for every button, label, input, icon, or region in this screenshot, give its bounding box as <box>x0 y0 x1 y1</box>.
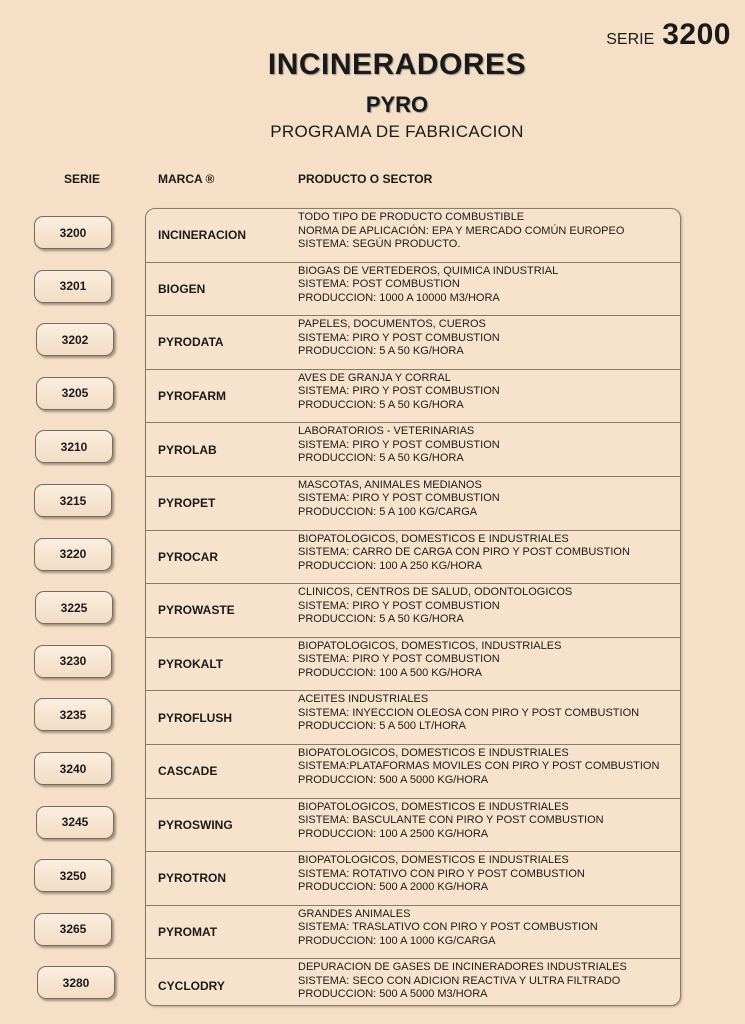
table-row <box>146 263 680 317</box>
table-row <box>146 799 680 853</box>
brand-name: PYROTRON <box>158 871 227 886</box>
description-line: MASCOTAS, ANIMALES MEDIANOS <box>298 478 482 491</box>
brand-name: PYROFLUSH <box>158 710 233 725</box>
description-line: BIOPATOLOGICOS, DOMESTICOS E INDUSTRIALES <box>298 800 569 813</box>
product-description <box>298 372 500 413</box>
description-line: SISTEMA: ROTATIVO CON PIRO Y POST COMBUSTION <box>298 867 585 880</box>
page-subtitle: PYRO <box>365 92 429 117</box>
description-line: SISTEMA: SEGÚN PRODUCTO. <box>298 238 461 250</box>
serie-number: 3200 <box>662 18 731 51</box>
description-line: PRODUCCION: 5 A 50 KG/HORA <box>298 613 464 626</box>
description-line: NORMA DE APLICACIÓN: EPA Y MERCADO COMÚN EUROPEO <box>298 224 625 237</box>
description-line: PRODUCCION: 1000 A 10000 M3/HORA <box>298 291 500 304</box>
description-line: DEPURACION DE GASES DE INCINERADORES INDUSTRIALES <box>298 961 627 974</box>
table-row <box>146 477 680 531</box>
serie-button-3202[interactable]: 3202 <box>36 323 114 356</box>
description-line: CLINICOS, CENTROS DE SALUD, ODONTOLOGICOS <box>298 586 573 599</box>
description-line: PRODUCCION: 5 A 50 KG/HORA <box>298 345 464 358</box>
description-line: PRODUCCION: 100 A 250 KG/HORA <box>298 559 483 572</box>
brand-name: PYRODATA <box>158 335 224 350</box>
serie-button-3280[interactable]: 3280 <box>37 966 115 999</box>
description-line: SISTEMA: SECO CON ADICION REACTIVA Y ULTRA FILTRADO <box>298 974 621 987</box>
description-line: SISTEMA:PLATAFORMAS MOVILES CON PIRO Y POST COMBUSTION <box>298 760 660 773</box>
serie-button-3250[interactable]: 3250 <box>34 859 112 892</box>
serie-button-3200[interactable]: 3200 <box>34 216 112 249</box>
column-header-producto: PRODUCTO O SECTOR <box>298 172 433 186</box>
column-header-marca: MARCA ® <box>158 172 215 186</box>
serie-button-3240[interactable]: 3240 <box>34 752 112 785</box>
program-heading: PROGRAMA DE FABRICACION <box>270 122 524 141</box>
brand-name: BIOGEN <box>158 281 206 296</box>
description-line: PRODUCCION: 100 A 2500 KG/HORA <box>298 827 489 840</box>
serie-button-3201[interactable]: 3201 <box>34 270 112 303</box>
product-description <box>298 479 500 520</box>
product-description <box>298 586 572 627</box>
description-line: ACEITES INDUSTRIALES <box>298 693 429 706</box>
serie-button-3205[interactable]: 3205 <box>36 377 114 410</box>
description-line: BIOPATOLOGICOS, DOMESTICOS E INDUSTRIALES <box>298 854 569 867</box>
brand-name: PYROMAT <box>158 925 218 940</box>
description-line: SISTEMA: INYECCION OLEOSA CON PIRO Y POST COMBUSTION <box>298 706 640 719</box>
brand-name: PYROKALT <box>158 657 224 672</box>
brand-name: PYROSWING <box>158 817 233 832</box>
description-line: BIOGAS DE VERTEDEROS, QUIMICA INDUSTRIAL <box>298 264 559 277</box>
serie-label: SERIE <box>606 31 655 48</box>
table-row <box>146 745 680 799</box>
product-table <box>145 208 681 1006</box>
table-row <box>146 691 680 745</box>
table-row <box>146 423 680 477</box>
description-line: PRODUCCION: 5 A 100 KG/CARGA <box>298 505 478 518</box>
table-row <box>146 370 680 424</box>
description-line: BIOPATOLOGICOS, DOMESTICOS, INDUSTRIALES <box>298 639 562 652</box>
description-line: SISTEMA: PIRO Y POST COMBUSTION <box>298 492 500 505</box>
table-row <box>146 209 680 263</box>
description-line: BIOPATOLOGICOS, DOMESTICOS E INDUSTRIALES <box>298 532 569 545</box>
brand-name: PYROFARM <box>158 389 227 404</box>
table-row <box>146 531 680 585</box>
description-line: SISTEMA: PIRO Y POST COMBUSTION <box>298 653 500 666</box>
product-description <box>298 425 500 466</box>
brand-name: PYROCAR <box>158 549 219 564</box>
brand-name: INCINERACION <box>158 228 247 243</box>
product-description <box>298 211 624 252</box>
brand-name: CASCADE <box>158 764 218 779</box>
description-line: SISTEMA: PIRO Y POST COMBUSTION <box>298 438 500 451</box>
description-line: PRODUCCION: 5 A 50 KG/HORA <box>298 452 464 465</box>
product-description <box>298 747 659 788</box>
description-line: SISTEMA: BASCULANTE CON PIRO Y POST COMBUSTION <box>298 814 604 827</box>
description-line: TODO TIPO DE PRODUCTO COMBUSTIBLE <box>298 211 525 223</box>
description-line: BIOPATOLOGICOS, DOMESTICOS E INDUSTRIALES <box>298 746 569 759</box>
table-row <box>146 638 680 692</box>
product-description <box>298 318 500 359</box>
description-line: PRODUCCION: 500 A 5000 M3/HORA <box>298 988 488 1001</box>
description-line: GRANDES ANIMALES <box>298 907 411 920</box>
product-description <box>298 693 639 734</box>
description-line: AVES DE GRANJA Y CORRAL <box>298 371 451 384</box>
serie-button-3225[interactable]: 3225 <box>35 591 113 624</box>
description-line: PRODUCCION: 500 A 5000 KG/HORA <box>298 773 489 786</box>
table-row <box>146 959 680 1006</box>
product-description <box>298 801 604 842</box>
description-line: SISTEMA: POST COMBUSTION <box>298 278 460 291</box>
table-row <box>146 852 680 906</box>
product-description <box>298 908 598 949</box>
product-description <box>298 640 561 681</box>
serie-header <box>606 18 731 52</box>
table-row <box>146 584 680 638</box>
serie-button-3210[interactable]: 3210 <box>35 430 113 463</box>
description-line: SISTEMA: PIRO Y POST COMBUSTION <box>298 385 500 398</box>
serie-button-3230[interactable]: 3230 <box>34 645 112 678</box>
serie-button-3220[interactable]: 3220 <box>34 538 112 571</box>
description-line: PRODUCCION: 5 A 500 LT/HORA <box>298 720 466 733</box>
product-description <box>298 961 627 1002</box>
serie-button-3215[interactable]: 3215 <box>34 484 112 517</box>
product-description <box>298 533 630 574</box>
description-line: LABORATORIOS - VETERINARIAS <box>298 425 475 438</box>
serie-button-3235[interactable]: 3235 <box>34 698 112 731</box>
table-row <box>146 906 680 960</box>
table-row <box>146 316 680 370</box>
serie-button-3245[interactable]: 3245 <box>36 806 114 839</box>
description-line: PRODUCCION: 5 A 50 KG/HORA <box>298 398 464 411</box>
column-header-serie: SERIE <box>64 172 101 186</box>
brand-name: CYCLODRY <box>158 979 225 994</box>
page-title: INCINERADORES <box>267 48 527 81</box>
description-line: SISTEMA: CARRO DE CARGA CON PIRO Y POST COMBUSTION <box>298 546 630 559</box>
brand-name: PYROWASTE <box>158 603 235 618</box>
description-line: SISTEMA: PIRO Y POST COMBUSTION <box>298 331 500 344</box>
description-line: PRODUCCION: 500 A 2000 KG/HORA <box>298 881 489 894</box>
description-line: PRODUCCION: 100 A 500 KG/HORA <box>298 666 483 679</box>
brand-name: PYROPET <box>158 496 216 511</box>
product-description <box>298 265 558 306</box>
brand-name: PYROLAB <box>158 442 217 457</box>
description-line: SISTEMA: TRASLATIVO CON PIRO Y POST COMBUSTION <box>298 921 598 934</box>
product-description <box>298 854 585 895</box>
description-line: PAPELES, DOCUMENTOS, CUEROS <box>298 318 486 331</box>
description-line: SISTEMA: PIRO Y POST COMBUSTION <box>298 599 500 612</box>
serie-button-3265[interactable]: 3265 <box>34 913 112 946</box>
description-line: PRODUCCION: 100 A 1000 KG/CARGA <box>298 934 496 947</box>
